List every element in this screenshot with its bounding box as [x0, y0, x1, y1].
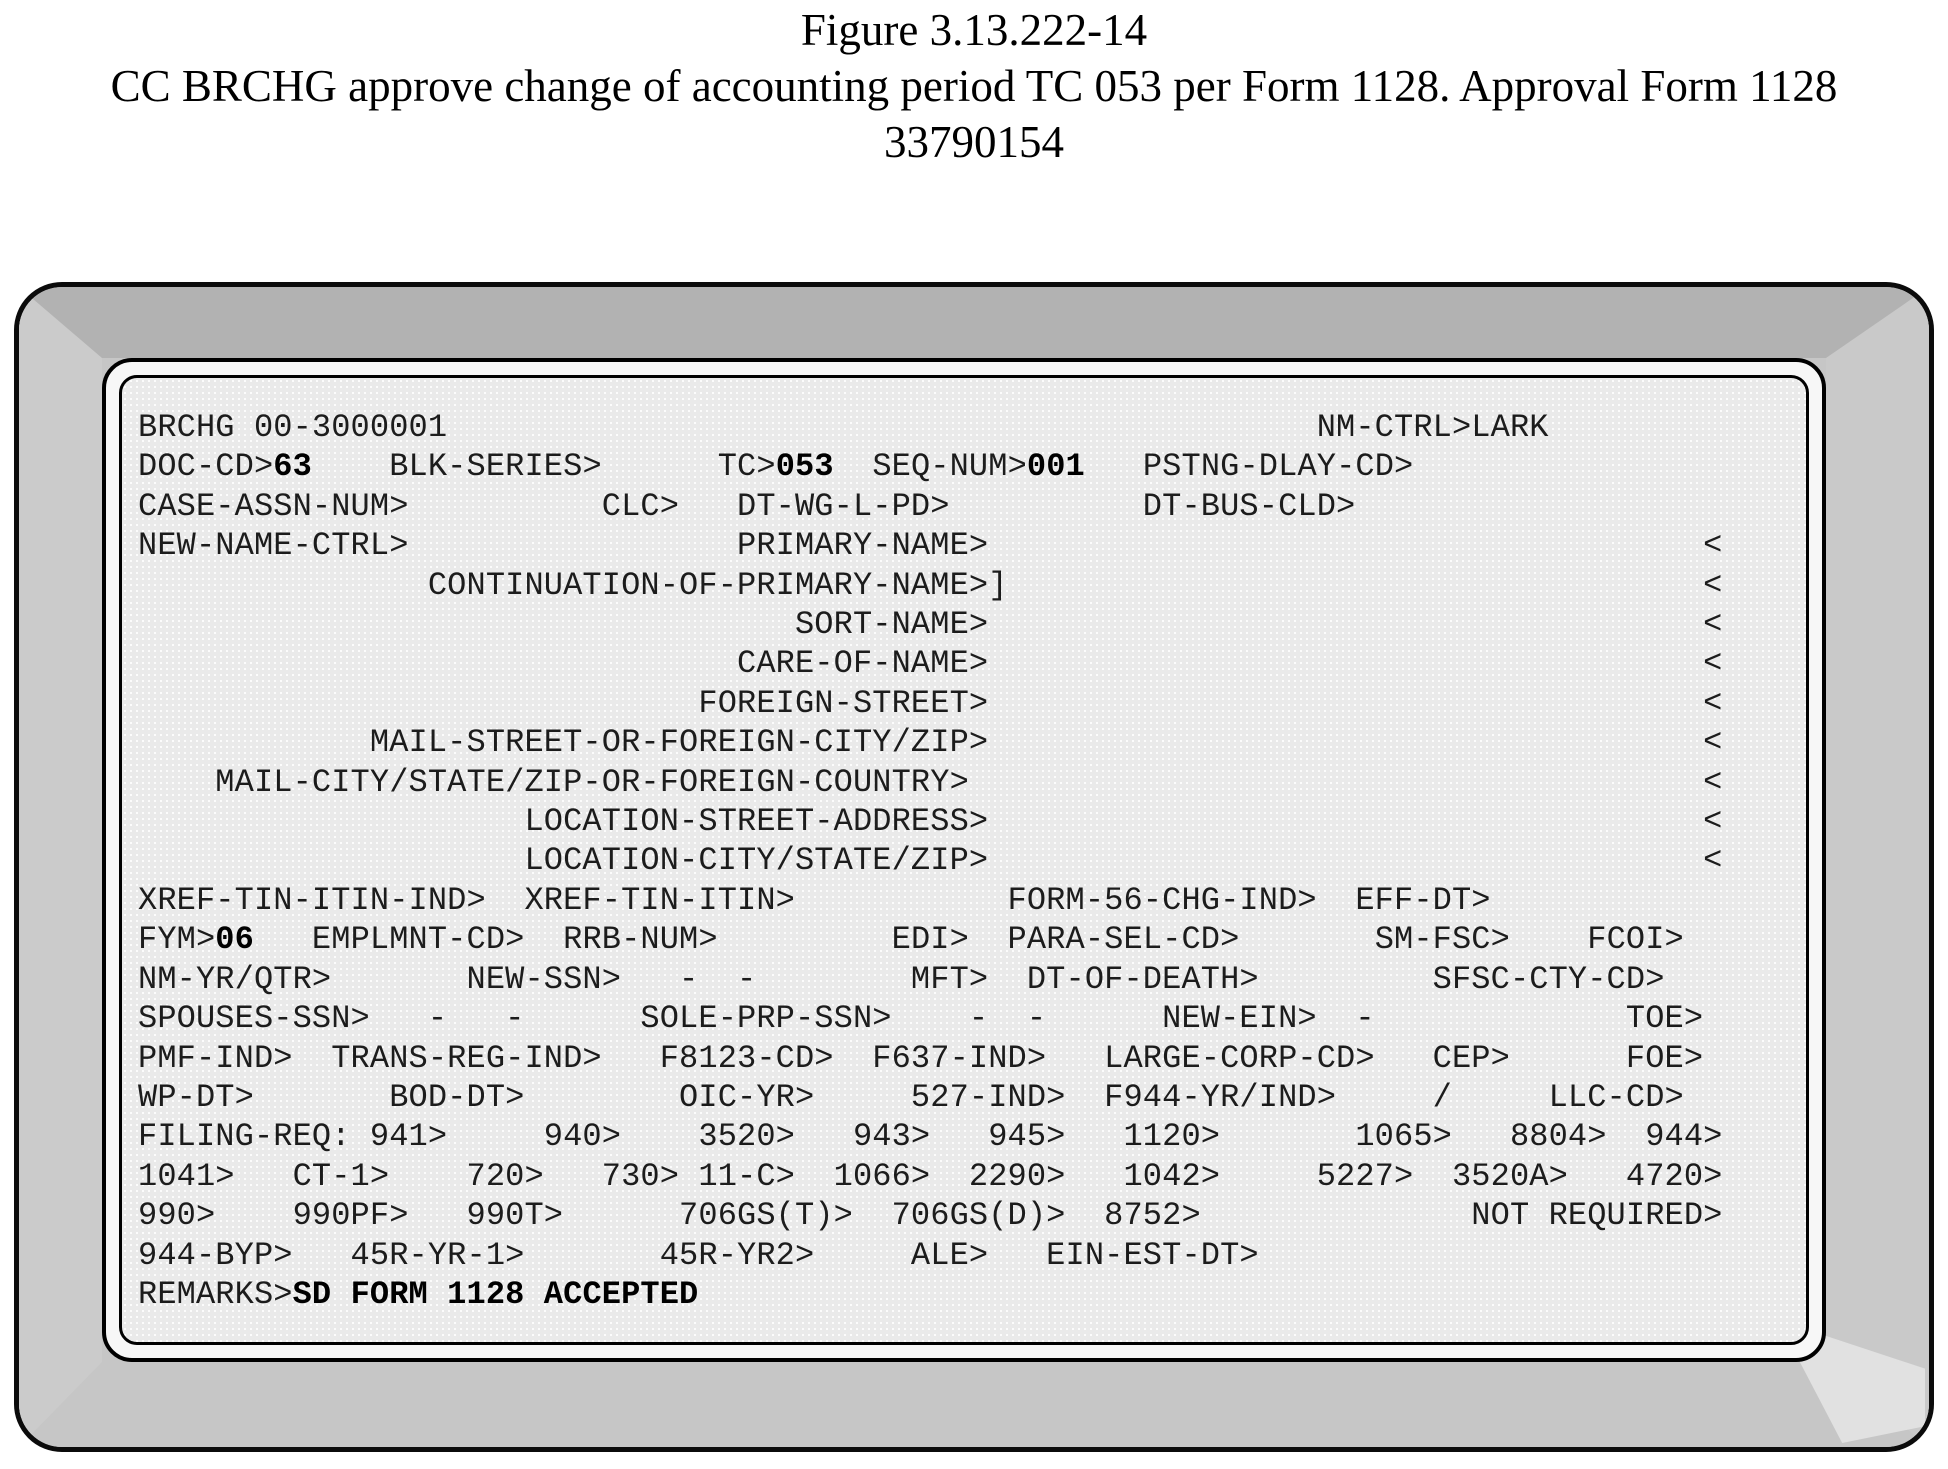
screen-line	[138, 1157, 1798, 1196]
screen-text-segment: SORT-NAME> <	[138, 606, 1723, 644]
terminal-screen	[119, 375, 1809, 1345]
screen-text-segment: 1041> CT-1> 720> 730> 11-C> 1066> 2290> 1042> 5227> 3520A> 4720>	[138, 1157, 1723, 1195]
screen-text-segment: DOC-CD>	[138, 448, 274, 486]
screen-text-segment: NM-YR/QTR> NEW-SSN> - - MFT> DT-OF-DEATH> SFSC-CTY-CD>	[138, 960, 1665, 998]
screen-text-segment: FILING-REQ: 941> 940> 3520> 943> 945> 1120> 1065> 8804> 944>	[138, 1118, 1723, 1156]
screen-line	[138, 723, 1798, 762]
screen-line	[138, 920, 1798, 959]
screen-text-segment: 990> 990PF> 990T> 706GS(T)> 706GS(D)> 8752> NOT REQUIRED>	[138, 1197, 1723, 1235]
field-value-bold: 001	[1026, 448, 1085, 486]
figure-description: CC BRCHG approve change of accounting period TC 053 per Form 1128. Approval Form 1128	[110, 61, 1838, 111]
screen-line	[138, 1236, 1798, 1275]
screen-line	[138, 605, 1798, 644]
screen-line	[138, 644, 1798, 683]
screen-text-segment: CONTINUATION-OF-PRIMARY-NAME>] <	[138, 566, 1723, 604]
screen-text-segment: 944-BYP> 45R-YR-1> 45R-YR2> ALE> EIN-EST-DT>	[138, 1236, 1259, 1274]
screen-line	[138, 1117, 1798, 1156]
screen-line	[138, 763, 1798, 802]
figure-number: Figure 3.13.222-14	[800, 5, 1148, 55]
screen-text-segment: MAIL-CITY/STATE/ZIP-OR-FOREIGN-COUNTRY> <	[138, 763, 1723, 801]
screen-line	[138, 408, 1798, 447]
screen-line	[138, 881, 1798, 920]
figure-id: 33790154	[884, 117, 1064, 167]
screen-line	[138, 684, 1798, 723]
field-value-bold: 63	[273, 448, 312, 486]
screen-text-segment: LOCATION-CITY/STATE/ZIP> <	[138, 842, 1723, 880]
screen-line	[138, 1275, 1798, 1314]
screen-text-segment: BLK-SERIES> TC>	[311, 448, 776, 486]
screen-text-segment: MAIL-STREET-OR-FOREIGN-CITY/ZIP> <	[138, 724, 1723, 762]
screen-line	[138, 841, 1798, 880]
screen-line	[138, 999, 1798, 1038]
figure-caption	[0, 2, 1948, 170]
field-value-bold: 053	[775, 448, 834, 486]
screen-text-segment: BRCHG 00-3000001 NM-CTRL>LARK	[138, 409, 1549, 446]
screen-line	[138, 1196, 1798, 1235]
screen-text-segment: SPOUSES-SSN> - - SOLE-PRP-SSN> - - NEW-EIN> - TOE>	[138, 1000, 1704, 1038]
screen-text-segment: WP-DT> BOD-DT> OIC-YR> 527-IND> F944-YR/IND> / LLC-CD>	[138, 1078, 1684, 1116]
screen-line	[138, 802, 1798, 841]
crt-monitor	[14, 282, 1934, 1452]
screen-frame	[102, 358, 1826, 1362]
screen-text-segment: CASE-ASSN-NUM> CLC> DT-WG-L-PD> DT-BUS-CLD>	[138, 487, 1356, 525]
screen-line	[138, 487, 1798, 526]
field-value-bold: SD FORM 1128 ACCEPTED	[292, 1275, 699, 1313]
screen-line	[138, 566, 1798, 605]
screen-text-segment: REMARKS>	[138, 1275, 293, 1313]
screen-text-segment: FOREIGN-STREET> <	[138, 684, 1723, 722]
screen-text-segment: FYM>	[138, 921, 216, 959]
field-value-bold: 06	[215, 921, 254, 959]
screen-text-segment: CARE-OF-NAME> <	[138, 645, 1723, 683]
screen-line	[138, 1078, 1798, 1117]
screen-text-segment: PSTNG-DLAY-CD>	[1084, 448, 1414, 486]
screen-text	[138, 408, 1798, 1314]
screen-text-segment: EMPLMNT-CD> RRB-NUM> EDI> PARA-SEL-CD> SM-FSC> FCOI>	[253, 921, 1684, 959]
screen-text-segment: NEW-NAME-CTRL> PRIMARY-NAME> <	[138, 527, 1723, 565]
screen-line	[138, 526, 1798, 565]
screen-text-segment: SEQ-NUM>	[833, 448, 1027, 486]
monitor-bezel	[14, 282, 1934, 1452]
screen-text-segment: XREF-TIN-ITIN-IND> XREF-TIN-ITIN> FORM-56-CHG-IND> EFF-DT>	[138, 881, 1491, 919]
screen-line	[138, 1039, 1798, 1078]
screen-text-segment: PMF-IND> TRANS-REG-IND> F8123-CD> F637-IND> LARGE-CORP-CD> CEP> FOE>	[138, 1039, 1704, 1077]
screen-line	[138, 447, 1798, 486]
screen-text-segment: LOCATION-STREET-ADDRESS> <	[138, 803, 1723, 841]
screen-line	[138, 960, 1798, 999]
